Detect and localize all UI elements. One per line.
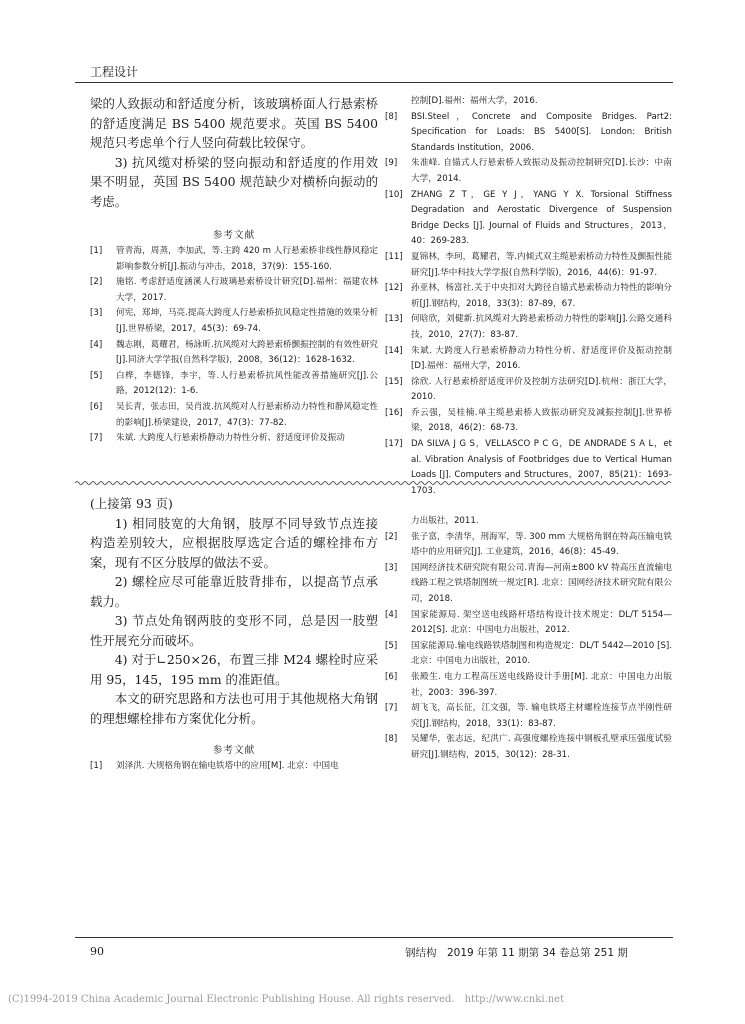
page-number: 90 [90,945,104,958]
top-right-column [385,94,672,499]
body-paragraph: 本文的研究思路和方法也可用于其他规格大角钢的理想螺栓排布方案优化分析。 [90,691,378,726]
reference-item: [7] 朱斌. 大跨度人行悬索桥静动力特性分析、舒适度评价及振动 [90,433,345,444]
reference-item: [4] 魏志刚，葛耀君，杨詠昕.抗风缆对大跨悬索桥颤振控制的有效性研究[J].同济大学学报(自然科学版)，2008，36(12)：1628-1632. [90,339,378,366]
bottom-left-column [90,494,378,775]
reference-item: [3] 国网经济技术研究院有限公司.青海—河南±800 kV 特高压直流输电线路工程之铁塔制图统一规定[R]. 北京：国网经济技术研究院有限公司，2018. [385,562,672,604]
reference-item: [8] BSI.Steel，Concrete and Composite Bridges. Part2: Specification for Loads: BS 5400[S]. London: British Standards Institution，2006. [385,111,672,153]
reference-item: [10] ZHANG Z T，GE Y J，YANG Y X. Torsional Stiffness Degradation and Aerostatic Divergence of Suspension Bridge Decks [J]. Journal of Fluids and Structures，2013，40：269-283. [385,189,672,247]
reference-item: [4] 国家能源局. 架空送电线路杆塔结构设计技术规定：DL/T 5154—2012[S]. 北京：中国电力出版社，2012. [385,609,672,636]
bottom-right-column [385,514,672,764]
references-title: 参考文献 [212,745,256,756]
reference-item: [16] 乔云强，吴桂楠.单主缆悬索桥人致振动研究及减振控制[J].世界桥梁，2018，46(2)：68-73. [385,407,672,434]
reference-item: [5] 国家能源局.输电线路铁塔制图和构造规定：DL/T 5442—2010 [S]. 北京：中国电力出版社，2010. [385,640,672,667]
reference-item: [6] 吴长青，张志田，吴肖波.抗风缆对人行悬索桥动力特性和静风稳定性的影响[J].桥梁建设，2017，47(3)：77-82. [90,401,378,428]
reference-item: 力出版社，2011. [411,516,479,526]
reference-item: 控制[D].福州：福州大学，2016. [411,96,538,106]
reference-item: [11] 夏锦林，李珂，葛耀君，等.内倾式双主缆悬索桥动力特性及颤振性能研究[J].华中科技大学学报(自然科学版)，2016，44(6)：91-97. [385,251,672,278]
journal-info: 钢结构 2019 年第 11 期第 34 卷总第 251 期 [405,947,628,959]
reference-item: [8] 吴耀华，张志远，纪洪广. 高强度螺栓连接中钢板孔壁承压强度试验研究[J].钢结构，2015，30(12)：28-31. [385,734,672,760]
footer-rule [75,937,673,938]
reference-item: [3] 何宪，郑坤，马亮.提高大跨度人行悬索桥抗风稳定性措施的效果分析[J].世界桥梁，2017，45(3)：69-74. [90,308,378,334]
top-left-column [90,94,378,447]
references-title: 参考文献 [212,230,256,241]
reference-item: [2] 施铭. 考虑舒适度涵溪人行玻璃悬索桥设计研究[D].福州：福建农林大学，2017. [90,277,378,303]
reference-item: [6] 张殿生. 电力工程高压送电线路设计手册[M]. 北京：中国电力出版社，2003：396-397. [385,671,672,698]
copyright-watermark: (C)1994-2019 China Academic Journal Electronic Publishing House. All rights reserved. http://www.cnki.net [8,994,565,1005]
header-rule [75,82,673,83]
reference-item: [12] 孙亚林，杨富社.关于中央扣对大跨径自锚式悬索桥动力特性的影响分析[J].钢结构，2018，33(3)：87-89，67. [385,283,672,309]
body-paragraph: 3) 抗风缆对桥梁的竖向振动和舒适度的作用效果不明显，英国 BS 5400 规范缺少对横桥向振动的考虑。 [90,154,378,209]
body-paragraph: 1) 相同肢宽的大角钢，肢厚不同导致节点连接构造差别较大，应根据肢厚选定合适的螺栓排布方案，现有不区分肢厚的做法不妥。 [90,515,378,570]
reference-item: [1] 刘泽洪. 大规格角钢在输电铁塔中的应用[M]. 北京：中国电 [90,761,339,771]
continued-note: (上接第 93 页) [90,496,173,511]
reference-item: [1] 管青海，周蒸，李加武，等.主跨 420 m 人行悬索桥非线性静风稳定影响参数分析[J].振动与冲击，2018，37(9)：155-160. [90,246,378,272]
reference-item: [17] DA SILVA J G S，VELLASCO P C G，DE ANDRADE S A L，et al. Vibration Analysis of Footbridges due to Vertical Human Loads [J]. Computers and Structures，2007，85(21)：1693-1703. [385,439,672,496]
reference-item: [7] 胡飞飞，高长征，江文强，等. 输电铁塔主材螺栓连接节点半刚性研究[J].钢结构，2018，33(1)：83-87. [385,703,672,729]
reference-item: [15] 徐欣. 人行悬索桥舒适度评价及控制方法研究[D].杭州：浙江大学，2010. [385,376,672,403]
body-paragraph: 梁的人致振动和舒适度分析，该玻璃桥面人行悬索桥的舒适度满足 BS 5400 规范要求。英国 BS 5400 规范只考虑单个行人竖向荷载比较保守。 [90,96,378,150]
reference-item: [2] 张子富，李清华，刑海军，等. 300 mm 大规格角钢在特高压输电铁塔中的应用研究[J]. 工业建筑，2016，46(8)：45-49. [385,531,672,558]
reference-item: [14] 朱斌. 大跨度人行悬索桥静动力特性分析、舒适度评价及振动控制[D].福州：福州大学，2016. [385,345,672,372]
body-paragraph: 4) 对于∟250×26，布置三排 M24 螺栓时应采用 95，145，195 mm 的准距值。 [90,652,378,687]
reference-list [90,244,378,447]
reference-item: [5] 白桦，李德锋，李宇，等.人行悬索桥抗风性能改善措施研究[J].公路，2012(12)：1-6. [90,370,378,397]
wavy-separator [75,480,673,486]
section-header: 工程设计 [90,65,139,79]
reference-item: [13] 何晗欣，刘健新.抗风缆对大跨悬索桥动力特性的影响[J].公路交通科技，2010，27(7)：83-87. [385,314,672,340]
reference-item: [9] 朱准峰. 自锚式人行悬索桥人致振动及振动控制研究[D].长沙：中南大学，2014. [385,158,672,184]
body-paragraph: 3) 节点处角钢两肢的变形不同，总是因一肢塑性开展充分而破坏。 [90,613,378,648]
body-paragraph: 2) 螺栓应尽可能靠近肢背排布，以提高节点承载力。 [90,574,378,609]
